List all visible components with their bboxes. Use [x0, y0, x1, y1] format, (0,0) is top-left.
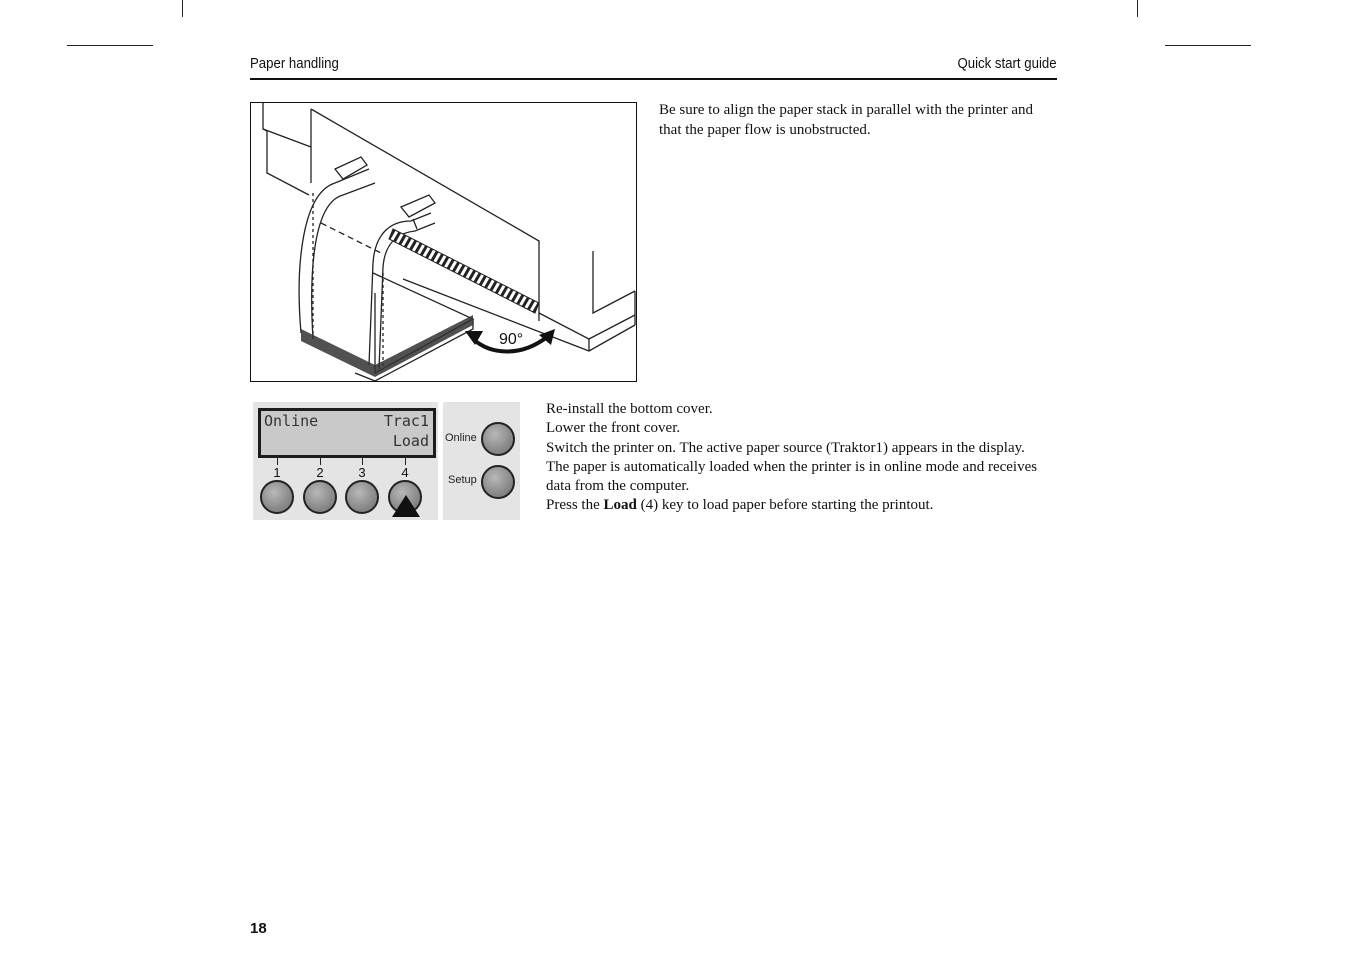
printer-illustration — [251, 103, 636, 381]
crop-mark — [67, 45, 153, 46]
up-arrow-icon — [392, 495, 420, 517]
key-tick — [320, 458, 321, 465]
lcd-display — [258, 408, 436, 458]
page-number: 18 — [250, 920, 267, 937]
key-number-3: 3 — [358, 465, 366, 480]
key-number-2: 2 — [316, 465, 324, 480]
key-2-button[interactable] — [303, 480, 337, 514]
crop-mark — [1137, 0, 1138, 17]
crop-mark — [1165, 45, 1251, 46]
instruction-list — [546, 400, 1061, 516]
key-3-button[interactable] — [345, 480, 379, 514]
key-number-4: 4 — [401, 465, 409, 480]
key-tick — [362, 458, 363, 465]
header-rule — [250, 78, 1057, 80]
control-panel-display-area — [253, 402, 438, 520]
key-1-button[interactable] — [260, 480, 294, 514]
angle-label: 90° — [499, 331, 524, 348]
key-number-1: 1 — [273, 465, 281, 480]
setup-label: Setup — [448, 474, 477, 486]
alignment-note: Be sure to align the paper stack in parallel with the printer and that the paper flow is unobstructed. — [659, 102, 1034, 138]
key-tick — [277, 458, 278, 465]
instruction-line: Lower the front cover. — [546, 420, 681, 437]
printer-paper-figure — [250, 102, 637, 382]
online-button[interactable] — [481, 422, 515, 456]
instruction-line: Switch the printer on. The active paper source (Traktor1) appears in the display. — [546, 439, 1025, 456]
header-guide-title: Quick start guide — [957, 55, 1057, 72]
control-panel-mode-area — [443, 402, 520, 520]
header-section-title: Paper handling — [250, 55, 339, 72]
instruction-text: (4) key to load paper before starting the printout. — [636, 497, 934, 514]
lcd-source-text: Trac1 — [383, 412, 429, 430]
online-label: Online — [445, 432, 477, 444]
lcd-online-text: Online — [264, 412, 319, 430]
key-tick — [405, 458, 406, 465]
setup-button[interactable] — [481, 465, 515, 499]
load-key-name: Load — [603, 497, 637, 514]
instruction-line — [546, 496, 1061, 515]
lcd-load-text: Load — [392, 432, 429, 450]
instruction-line: Re-install the bottom cover. — [546, 401, 713, 417]
crop-mark — [182, 0, 183, 17]
instruction-line: The paper is automatically loaded when the printer is in online mode and receives data from the computer. — [546, 458, 1038, 495]
instruction-text: Press the — [546, 497, 604, 514]
